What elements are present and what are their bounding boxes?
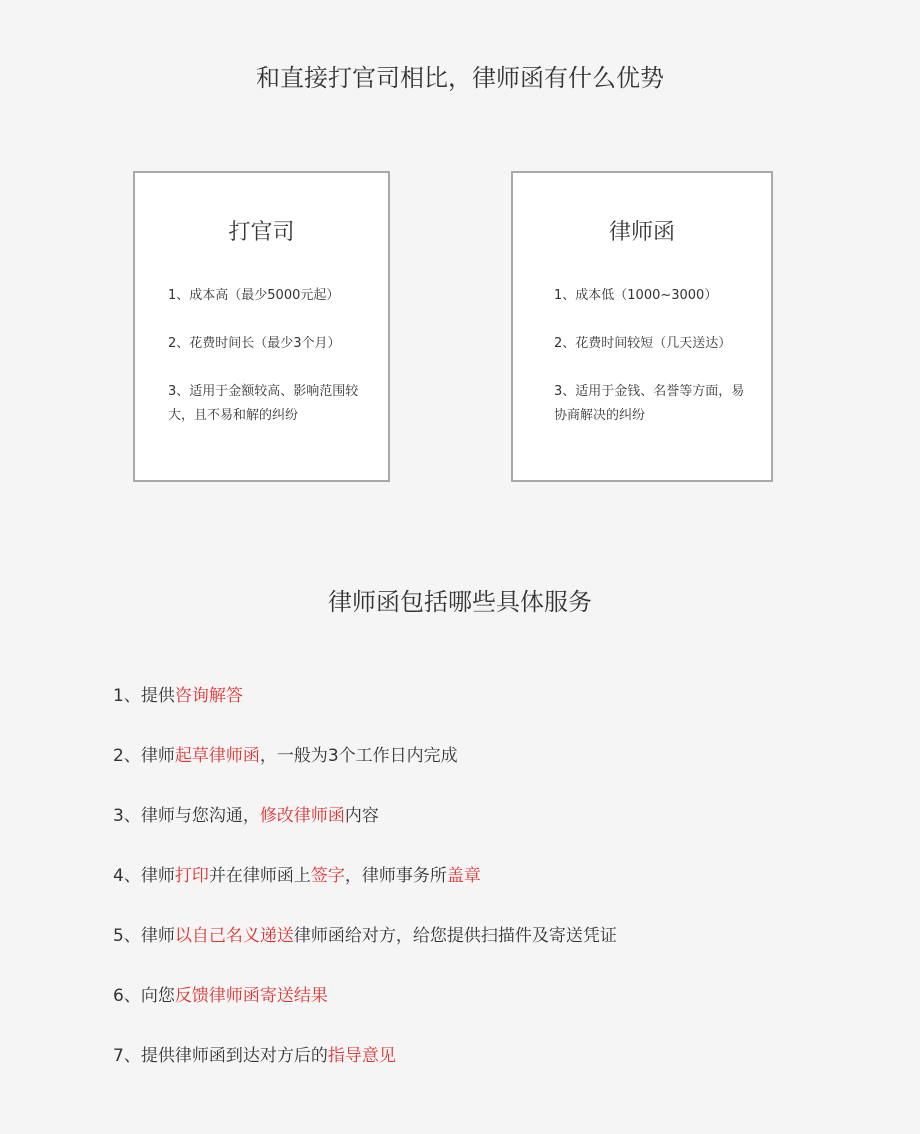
letter-item-scope: 3、适用于金钱、名誉等方面，易协商解决的纠纷 xyxy=(554,384,745,423)
service-4-highlight3: 盖章 xyxy=(446,866,481,886)
service-item-4 xyxy=(113,862,617,922)
comparison-title: 和直接打官司相比，律师函有什么优势 xyxy=(256,64,664,92)
service-5-suffix: 律师函给对方，给您提供扫描件及寄送凭证 xyxy=(293,926,617,946)
service-6-highlight: 反馈律师函寄送结果 xyxy=(174,986,328,1006)
lawsuit-item-time: 2、花费时间长（最少3个月） xyxy=(168,336,341,351)
service-2-prefix: 2、律师 xyxy=(113,746,175,766)
lawsuit-item-cost: 1、成本高（最少5000元起） xyxy=(168,288,340,303)
service-2-suffix: ，一般为3个工作日内完成 xyxy=(259,746,458,766)
lawsuit-card xyxy=(133,171,390,482)
letter-item-cost: 1、成本低（1000~3000） xyxy=(554,288,718,303)
service-3-prefix: 3、律师与您沟通， xyxy=(113,806,260,826)
service-1-prefix: 1、提供 xyxy=(113,686,175,706)
service-4-mid2: ，律师事务所 xyxy=(344,866,447,886)
service-5-prefix: 5、律师 xyxy=(113,926,175,946)
service-item-6 xyxy=(113,982,617,1042)
service-item-5 xyxy=(113,922,617,982)
service-item-7 xyxy=(113,1042,617,1102)
service-3-highlight: 修改律师函 xyxy=(259,806,345,826)
service-1-highlight: 咨询解答 xyxy=(174,686,243,706)
service-4-highlight2: 签字 xyxy=(310,866,345,886)
letter-card xyxy=(511,171,773,482)
service-7-highlight: 指导意见 xyxy=(327,1046,396,1066)
lawsuit-item-scope: 3、适用于金额较高、影响范围较大，且不易和解的纠纷 xyxy=(168,384,359,423)
service-4-prefix: 4、律师 xyxy=(113,866,175,886)
service-4-mid1: 并在律师函上 xyxy=(208,866,311,886)
service-item-3 xyxy=(113,802,617,862)
service-3-suffix: 内容 xyxy=(344,806,379,826)
letter-list xyxy=(513,284,771,428)
service-4-highlight: 打印 xyxy=(174,866,209,886)
service-item-1 xyxy=(113,682,617,742)
service-7-prefix: 7、提供律师函到达对方后的 xyxy=(113,1046,328,1066)
services-title: 律师函包括哪些具体服务 xyxy=(328,588,592,616)
service-item-2 xyxy=(113,742,617,802)
services-list xyxy=(113,682,617,1102)
service-5-highlight: 以自己名义递送 xyxy=(174,926,294,946)
letter-item-time: 2、花费时间较短（几天送达） xyxy=(554,336,732,351)
letter-card-title: 律师函 xyxy=(608,220,675,245)
service-2-highlight: 起草律师函 xyxy=(174,746,260,766)
lawsuit-card-title: 打官司 xyxy=(228,220,295,245)
service-6-prefix: 6、向您 xyxy=(113,986,175,1006)
lawsuit-list xyxy=(135,284,388,428)
